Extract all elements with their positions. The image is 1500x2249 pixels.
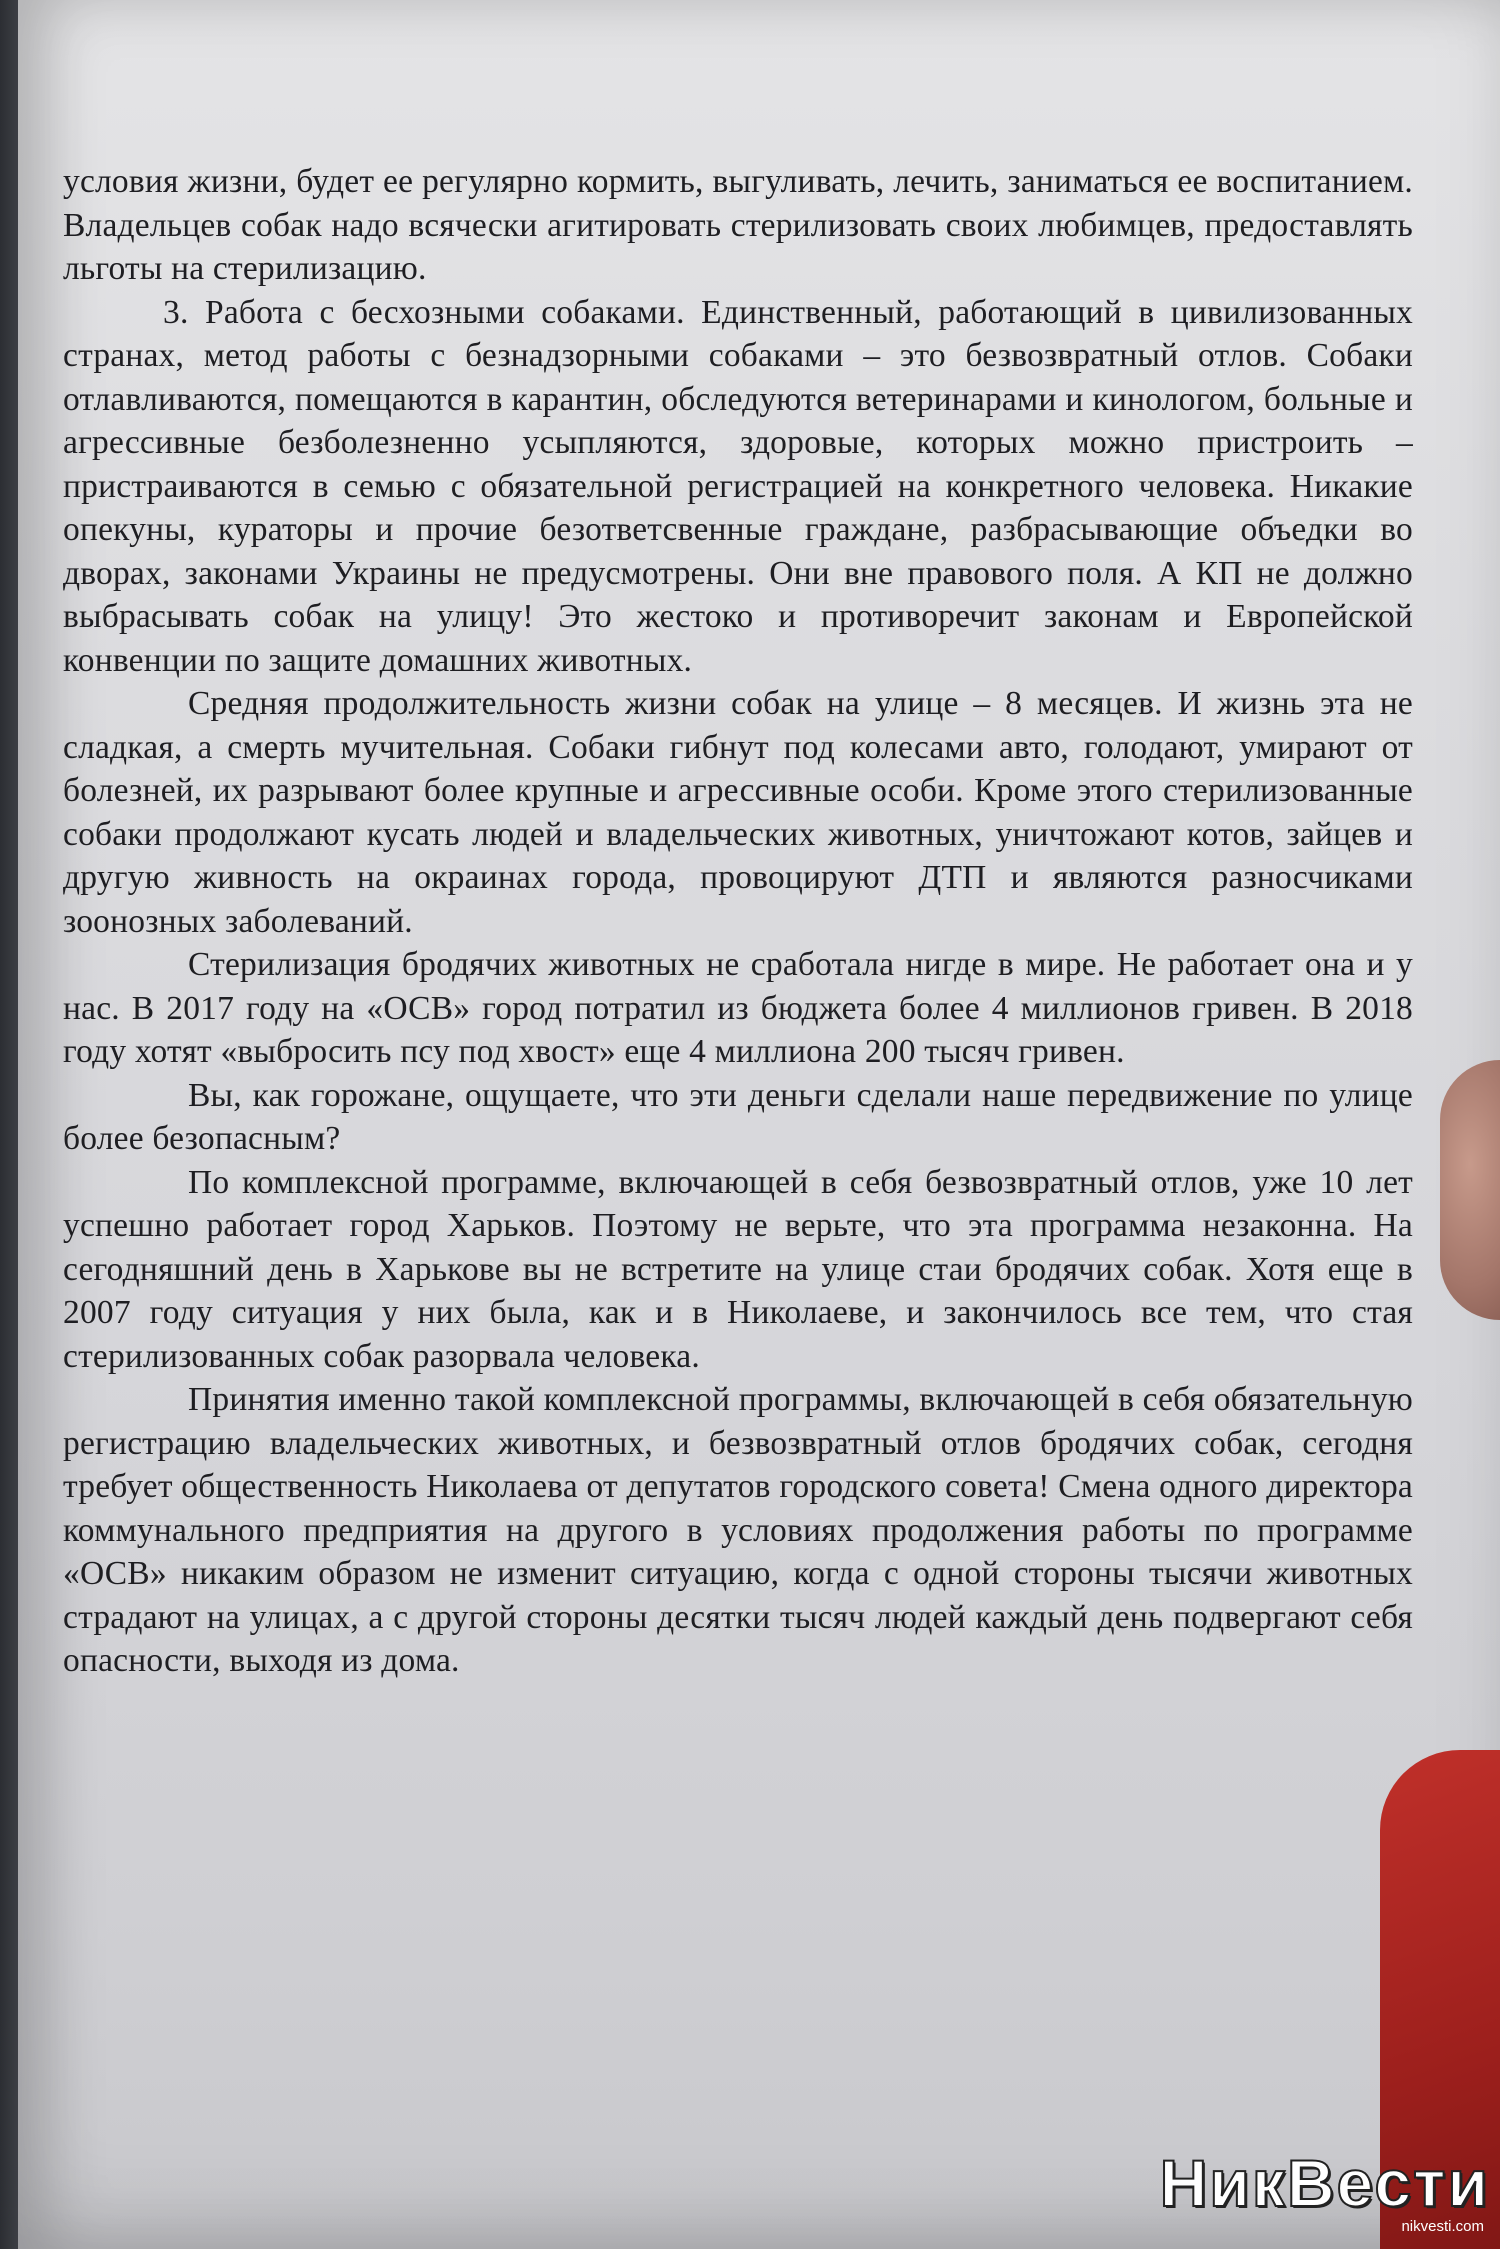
paragraph-1: условия жизни, будет ее регулярно кормить, выгуливать, лечить, заниматься ее воспитанием. Владельцев собак надо всячески агитировать стерилизовать своих любимцев, предоставлять льготы на стерилизацию.: [63, 163, 1413, 287]
watermark-logo: НикВести: [1159, 2146, 1490, 2220]
paragraph-5: Вы, как горожане, ощущаете, что эти деньги сделали наше передвижение по улице более безопасным?: [63, 1076, 1413, 1157]
thumb: [1440, 1060, 1500, 1320]
paragraph-4: Стерилизация бродячих животных не сработала нигде в мире. Не работает она и у нас. В 2017 году на «ОСВ» город потратил из бюджета более 4 миллионов гривен. В 2018 году хотят «выбросить псу под хвост» еще 4 миллиона 200 тысяч гривен.: [63, 946, 1413, 1070]
paper-sheet: [18, 0, 1500, 2249]
paragraph-2: 3. Работа с бесхозными собаками. Единственный, работающий в цивилизованных странах, метод работы с безнадзорными собаками – это безвозвратный отлов. Собаки отлавливаются, помещаются в карантин, обследуются ветеринарами и кинологом, больные и агрессивные безболезненно усыпляются, здоровые, которых можно пристроить – пристраиваются в семью с обязательной регистрацией на конкретного человека. Никакие опекуны, кураторы и прочие безответсвенные граждане, разбрасывающие объедки во дворах, законами Украины не предусмотрены. Они вне правового поля. А КП не должно выбрасывать собак на улицу! Это жестоко и противоречит законам и Европейской конвенции по защите домашних животных.: [63, 293, 1413, 679]
watermark-url: nikvesti.com: [1401, 2218, 1484, 2235]
paragraph-7: Принятия именно такой комплексной программы, включающей в себя обязательную регистрацию владельческих животных, и безвозвратный отлов бродячих собак, сегодня требует общественность Николаева от депутатов городского совета! Смена одного директора коммунального предприятия на другого в условиях продолжения работы по программе «ОСВ» никаким образом не изменит ситуацию, когда с одной стороны тысячи животных страдают на улицах, а с другой стороны десятки тысяч людей каждый день подвергают себя опасности, выходя из дома.: [63, 1381, 1413, 1679]
paragraph-6: По комплексной программе, включающей в себя безвозвратный отлов, уже 10 лет успешно работает город Харьков. Поэтому не верьте, что эта программа незаконна. На сегодняшний день в Харькове вы не встретите на улице стаи бродячих собак. Хотя еще в 2007 году ситуация у них была, как и в Николаеве, и закончилось все тем, что стая стерилизованных собак разорвала человека.: [63, 1163, 1413, 1375]
paragraph-3: Средняя продолжительность жизни собак на улице – 8 месяцев. И жизнь эта не сладкая, а смерть мучительная. Собаки гибнут под колесами авто, голодают, умирают от болезней, их разрывают более крупные и агрессивные особи. Кроме этого стерилизованные собаки продолжают кусать людей и владельческих животных, уничтожают котов, зайцев и другую живность на окраинах города, провоцируют ДТП и являются разносчиками зоонозных заболеваний.: [63, 685, 1413, 940]
document-body: [63, 160, 1413, 1683]
watermark: [1159, 2146, 1490, 2235]
